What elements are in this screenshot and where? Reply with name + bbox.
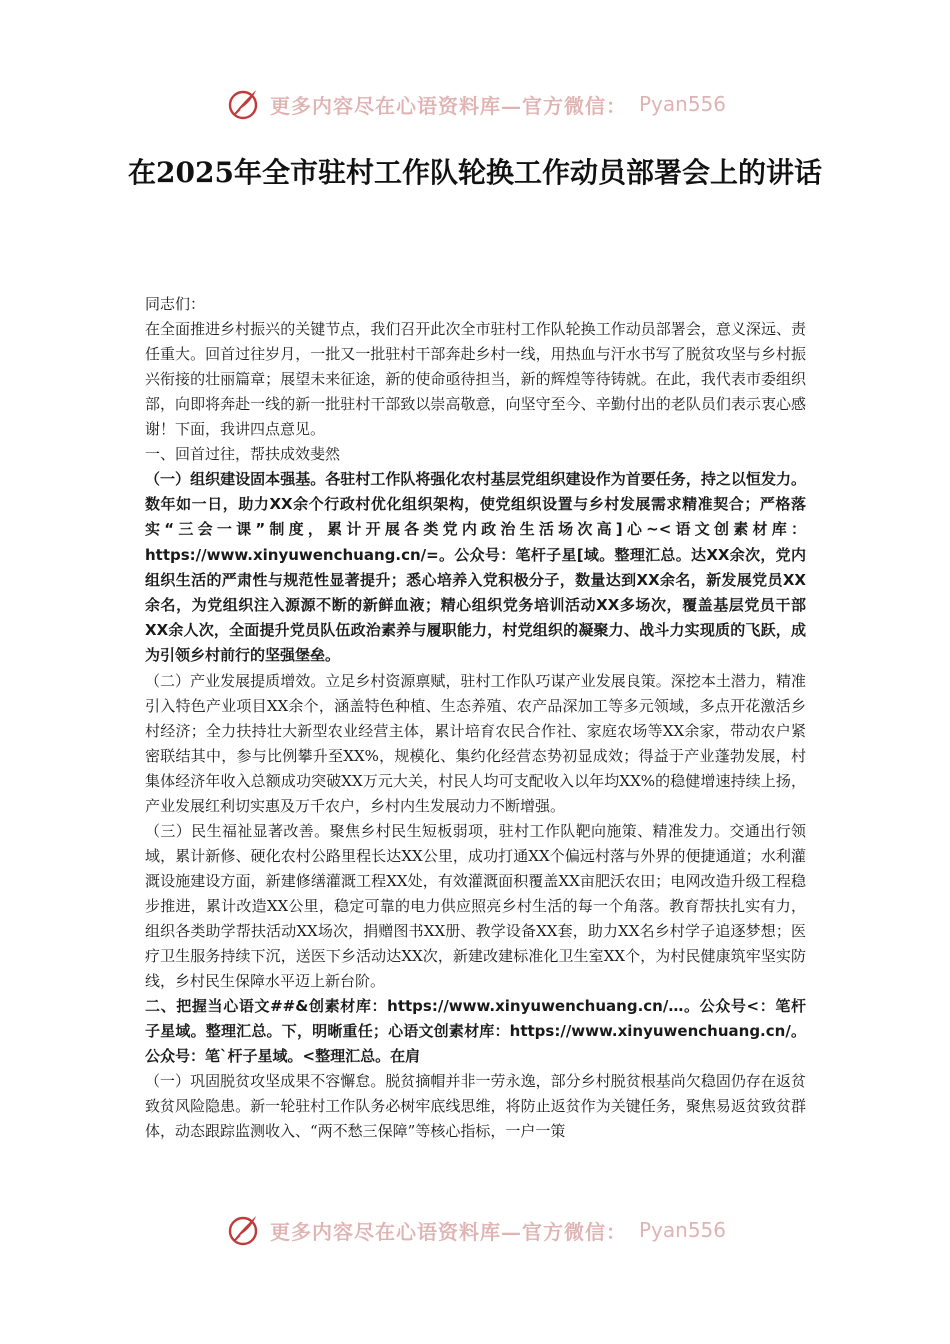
section1-paragraph-3: （三）民生福祉显著改善。聚焦乡村民生短板弱项，驻村工作队靶向施策、精准发力。交通出行领域，累计新修、硬化农村公路里程长达XX公里，成功打通XX个偏远村落与外界的便捷通道；水利灌溉设施建设方面，新建修缮灌溉工程XX处，有效灌溉面积覆盖XX亩肥沃农田；电网改造升级工程稳步推进，累计改造XX公里，稳定可靠的电力供应照亮乡村生活的每一个角落。教育帮扶扎实有力，组织各类助学帮扶活动XX场次，捐赠图书XX册、教学设备XX套，助力XX名乡村学子追逐梦想；医疗卫生服务持续下沉，送医下乡活动达XX次，新建改建标准化卫生室XX个，为村民健康筑牢坚实防线，乡村民生保障水平迈上新台阶。 (145, 821, 806, 990)
banner-text: 更多内容尽在心语资料库—官方微信： (270, 1219, 627, 1244)
watermark-banner-top (226, 84, 726, 124)
section2-heading: 二、把握当心语文##&创素材库：https://www.xinyuwenchuang.cn/…。公众号<：笔杆子星域。整理汇总。下，明晰重任；心语文创素材库：https://www.xinyuwenchuang.cn/。公众号：笔`杆子星域。<整理汇总。在肩 (145, 996, 806, 1065)
quill-logo-icon (226, 1212, 262, 1248)
quill-logo-icon (226, 86, 262, 122)
banner-text: 更多内容尽在心语资料库—官方微信： (270, 93, 627, 118)
banner-wechat-id: Pyan556 (639, 1218, 727, 1242)
watermark-banner-bottom (226, 1210, 726, 1250)
section1-paragraph-1: （一）组织建设固本强基。各驻村工作队将强化农村基层党组织建设作为首要任务，持之以恒发力。数年如一日，助力XX余个行政村优化组织架构，使党组织设置与乡村发展需求精准契合；严格落实“三会一课”制度，累计开展各类党内政治生活场次高]心~<语文创素材库：https://www.xinyuwenchuang.cn/=。公众号：笔杆子星[域。整理汇总。达XX余次，党内组织生活的严肃性与规范性显著提升；悉心培养入党积极分子，数量达到XX余名，新发展党员XX余名，为党组织注入源源不断的新鲜血液；精心组织党务培训活动XX多场次，覆盖基层党员干部XX余人次，全面提升党员队伍政治素养与履职能力，村党组织的凝聚力、战斗力实现质的飞跃，成为引领乡村前行的坚强堡垒。 (145, 470, 806, 665)
banner-wechat-id: Pyan556 (639, 92, 727, 116)
document-title: 在2025年全市驻村工作队轮换工作动员部署会上的讲话 (128, 156, 822, 189)
section1-heading: 一、回首过往，帮扶成效斐然 (145, 445, 341, 463)
section1-paragraph-2: （二）产业发展提质增效。立足乡村资源禀赋，驻村工作队巧谋产业发展良策。深挖本土潜力，精准引入特色产业项目XX余个，涵盖特色种植、生态养殖、农产品深加工等多元领域，多点开花激活乡村经济；全力扶持壮大新型农业经营主体，累计培育农民合作社、家庭农场等XX余家，带动农户紧密联结其中，参与比例攀升至XX%，规模化、集约化经营态势初显成效；得益于产业蓬勃发展，村集体经济年收入总额成功突破XX万元大关，村民人均可支配收入以年均XX%的稳健增速持续上扬，产业发展红利切实惠及万千农户，乡村内生发展动力不断增强。 (145, 671, 806, 815)
intro-paragraph: 在全面推进乡村振兴的关键节点，我们召开此次全市驻村工作队轮换工作动员部署会，意义深远、责任重大。回首过往岁月，一批又一批驻村干部奔赴乡村一线，用热血与汗水书写了脱贫攻坚与乡村振兴衔接的壮丽篇章；展望未来征途，新的使命亟待担当，新的辉煌等待铸就。在此，我代表市委组织部，向即将奔赴一线的新一批驻村干部致以崇高敬意，向坚守至今、辛勤付出的老队员们表示衷心感谢！下面，我讲四点意见。 (145, 320, 806, 438)
salutation: 同志们： (145, 295, 206, 313)
document-body (145, 292, 806, 1144)
section2-paragraph-1: （一）巩固脱贫攻坚成果不容懈怠。脱贫摘帽并非一劳永逸，部分乡村脱贫根基尚欠稳固仍存在返贫致贫风险隐患。新一轮驻村工作队务必树牢底线思维，将防止返贫作为关键任务，聚焦易返贫致贫群体，动态跟踪监测收入、“两不愁三保障”等核心指标，一户一策 (145, 1071, 806, 1140)
